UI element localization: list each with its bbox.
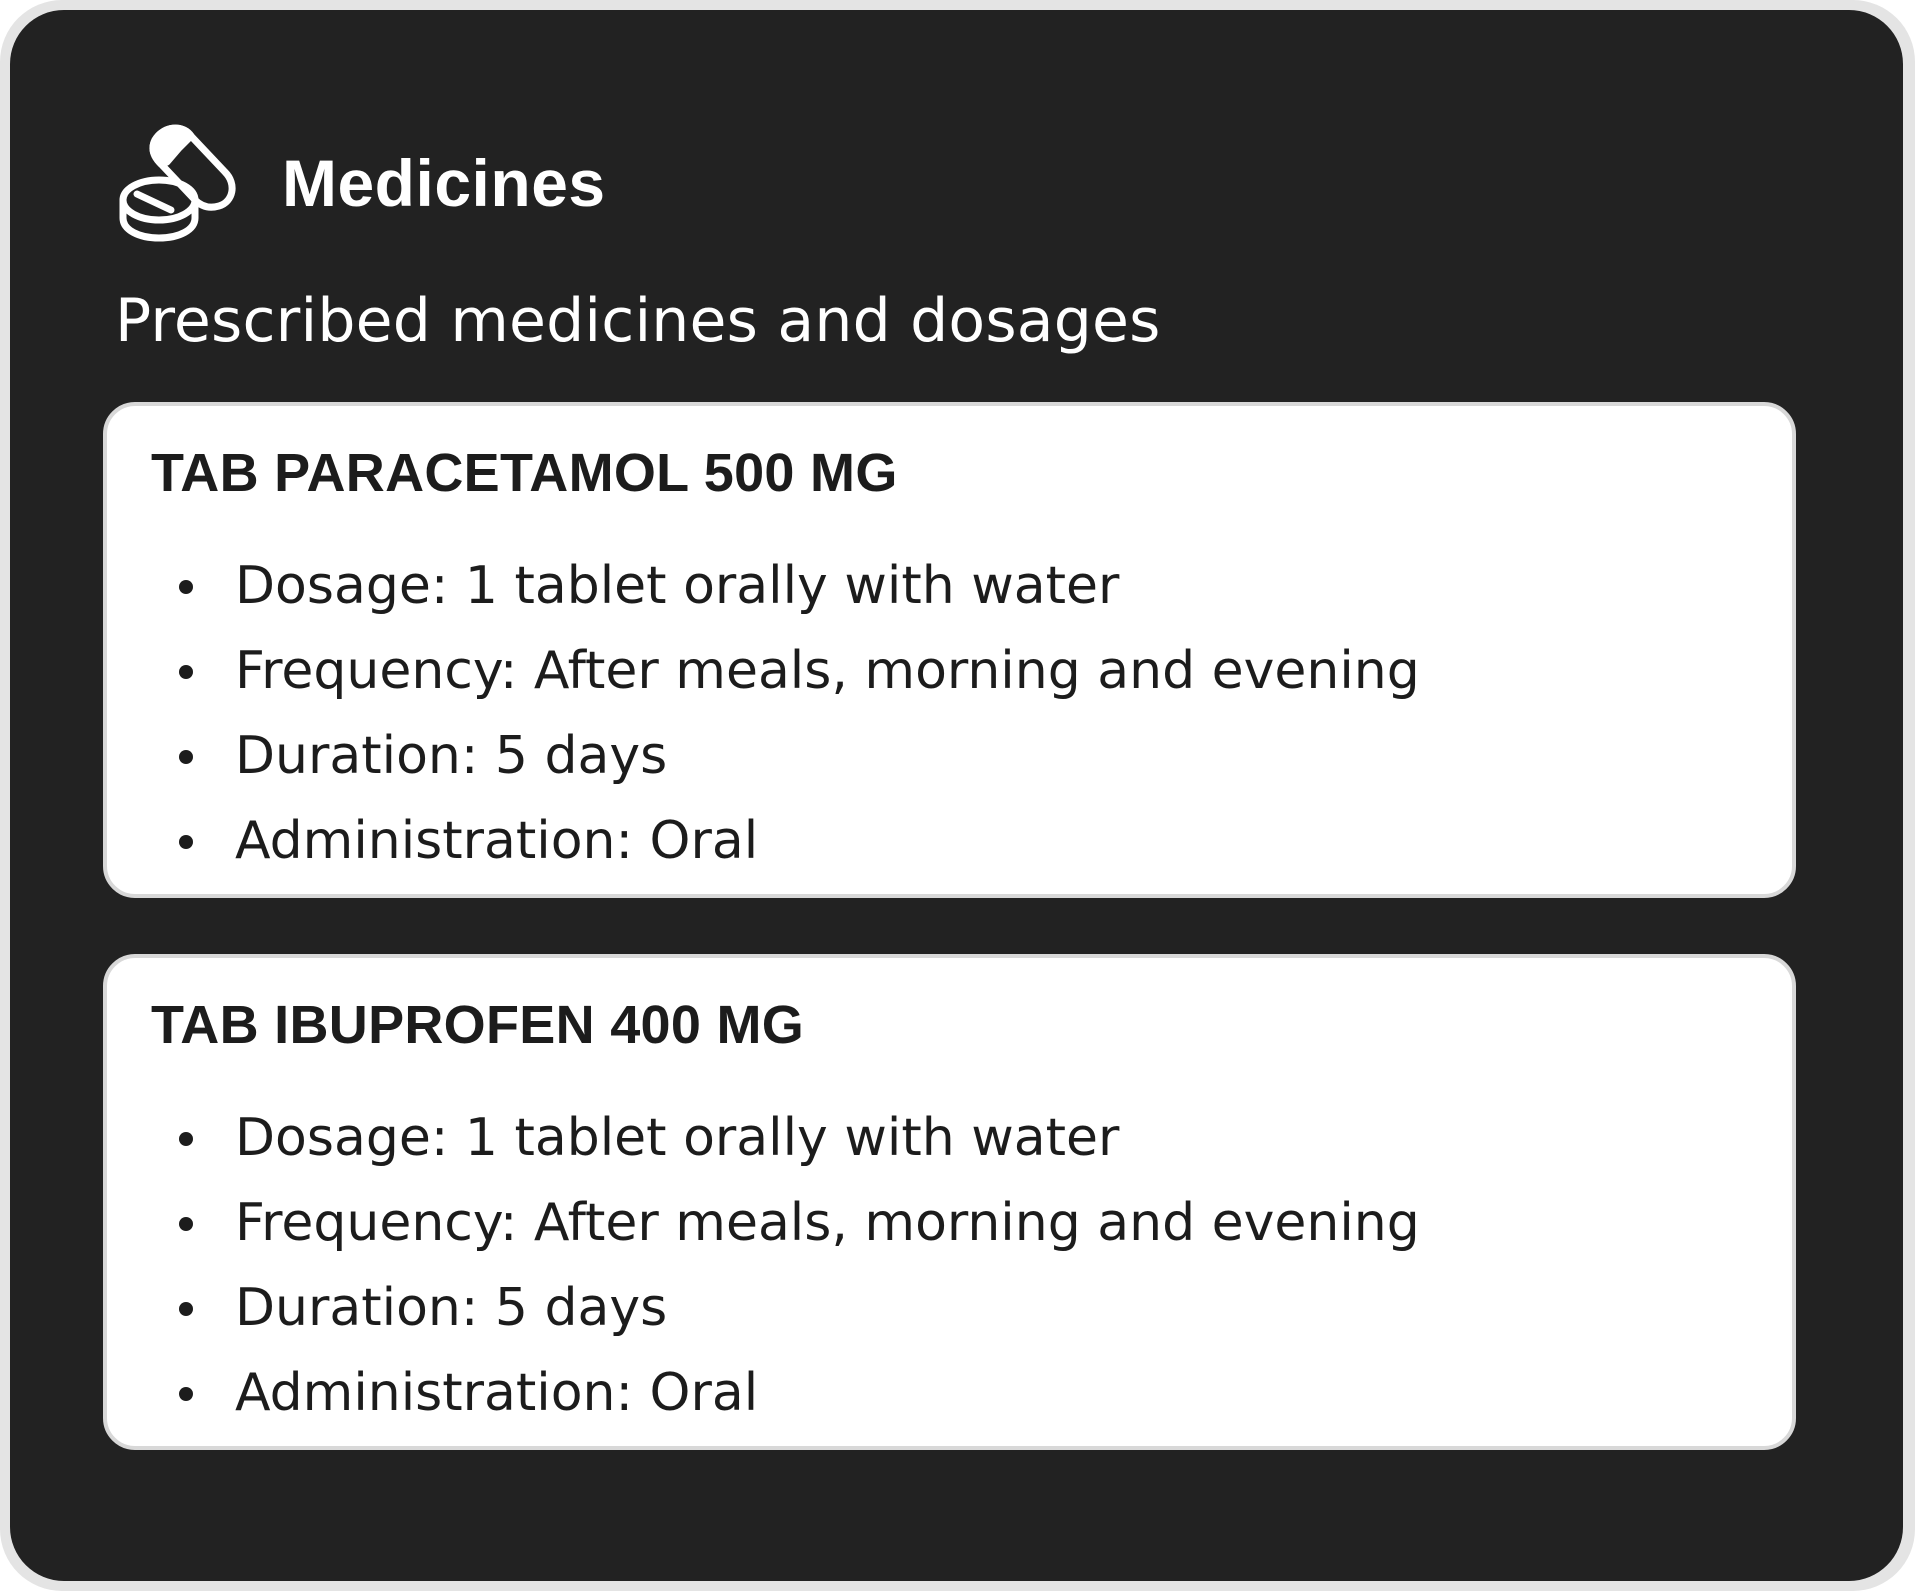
bullet-icon bbox=[179, 750, 193, 764]
section-subtitle: Prescribed medicines and dosages bbox=[115, 286, 1161, 356]
detail-text: Frequency: After meals, morning and evening bbox=[235, 641, 1420, 701]
detail-text: Duration: 5 days bbox=[235, 726, 668, 786]
medicine-name: TAB PARACETAMOL 500 MG bbox=[151, 443, 898, 503]
detail-text: Administration: Oral bbox=[235, 811, 759, 871]
detail-item-duration bbox=[179, 1266, 1420, 1351]
pills-icon bbox=[115, 118, 245, 248]
detail-item-dosage bbox=[179, 544, 1420, 629]
detail-text: Administration: Oral bbox=[235, 1363, 759, 1423]
detail-text: Duration: 5 days bbox=[235, 1278, 668, 1338]
medicine-details-list bbox=[179, 544, 1420, 884]
detail-item-dosage bbox=[179, 1096, 1420, 1181]
detail-item-administration bbox=[179, 1351, 1420, 1436]
section-title: Medicines bbox=[282, 146, 606, 220]
medicine-details-list bbox=[179, 1096, 1420, 1436]
bullet-icon bbox=[179, 1387, 193, 1401]
medicine-name: TAB IBUPROFEN 400 MG bbox=[151, 995, 805, 1055]
bullet-icon bbox=[179, 1132, 193, 1146]
bullet-icon bbox=[179, 1302, 193, 1316]
medicine-card bbox=[103, 402, 1796, 898]
detail-item-administration bbox=[179, 799, 1420, 884]
detail-item-duration bbox=[179, 714, 1420, 799]
bullet-icon bbox=[179, 665, 193, 679]
detail-text: Dosage: 1 tablet orally with water bbox=[235, 556, 1120, 616]
section-header bbox=[115, 118, 606, 248]
bullet-icon bbox=[179, 835, 193, 849]
detail-text: Frequency: After meals, morning and evening bbox=[235, 1193, 1420, 1253]
bullet-icon bbox=[179, 580, 193, 594]
detail-item-frequency bbox=[179, 1181, 1420, 1266]
detail-text: Dosage: 1 tablet orally with water bbox=[235, 1108, 1120, 1168]
detail-item-frequency bbox=[179, 629, 1420, 714]
bullet-icon bbox=[179, 1217, 193, 1231]
medicine-card bbox=[103, 954, 1796, 1450]
